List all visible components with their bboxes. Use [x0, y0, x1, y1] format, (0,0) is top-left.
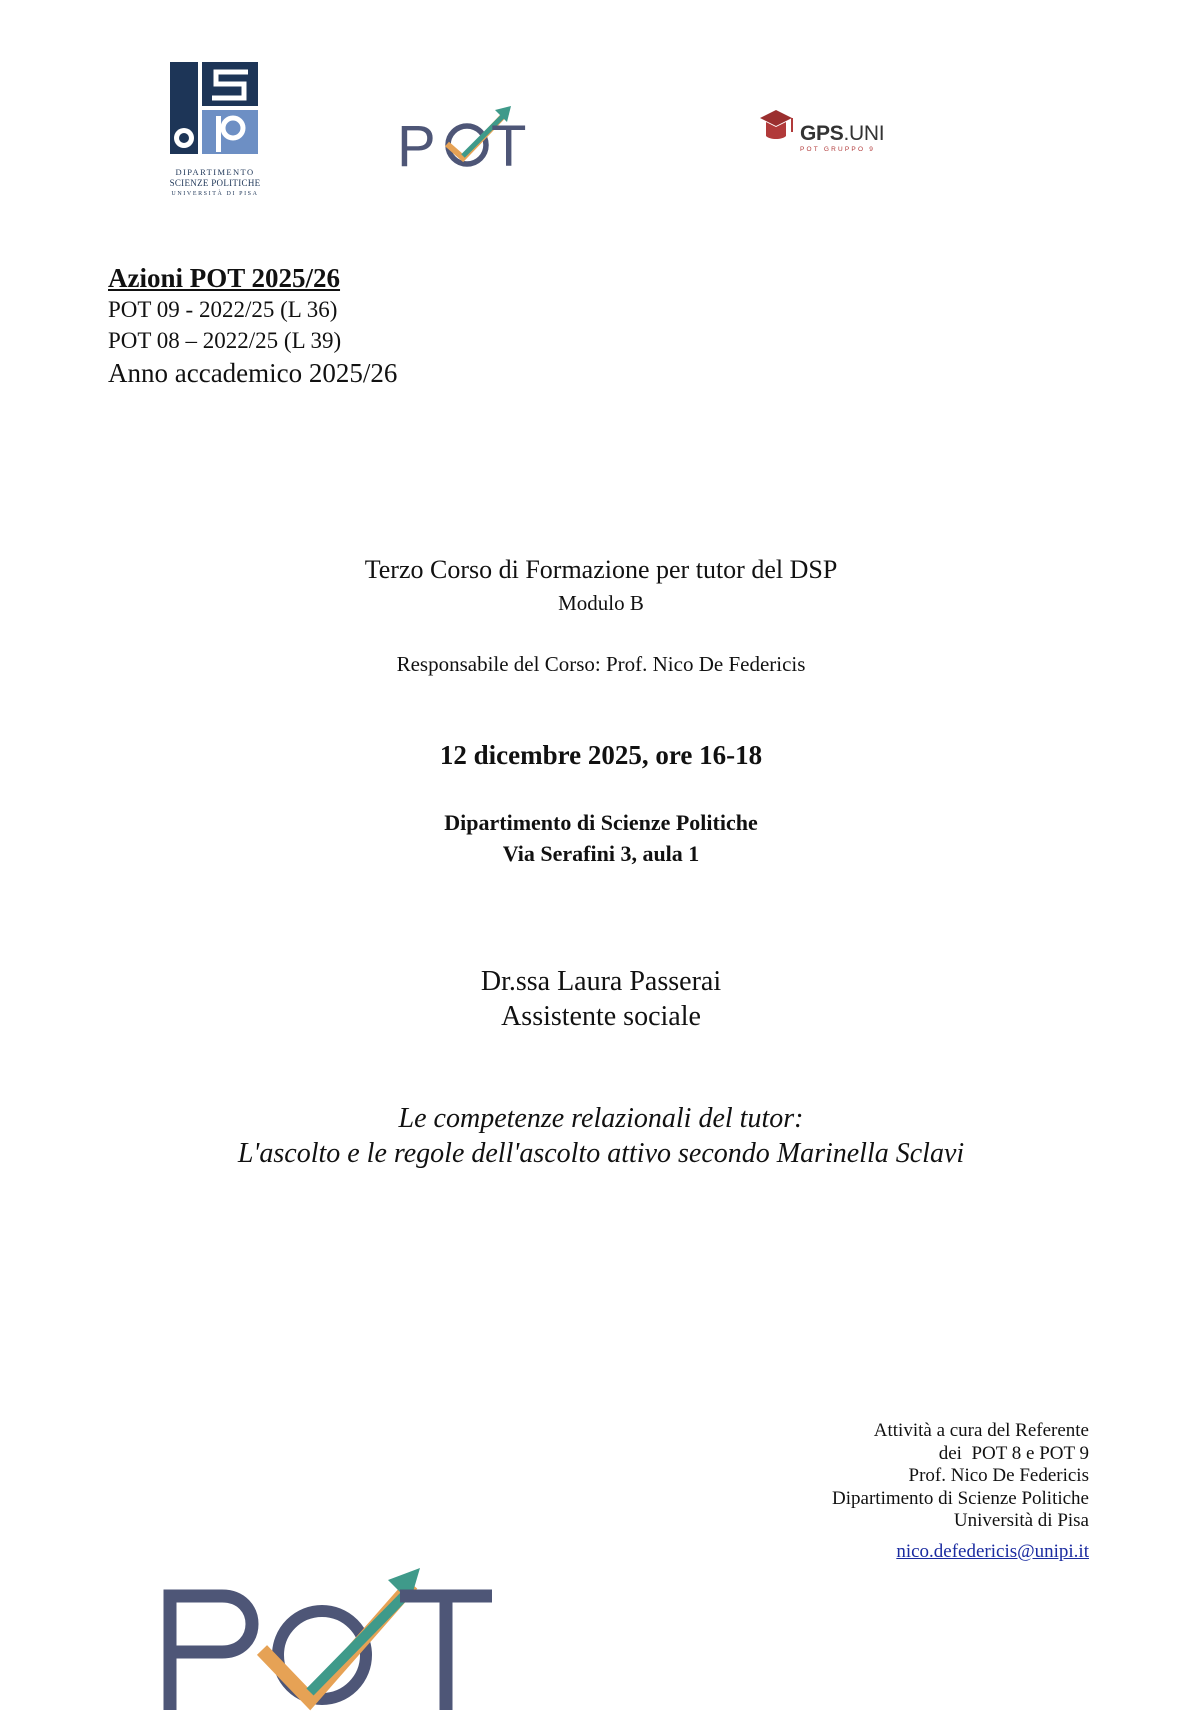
referente-line-2: dei POT 8 e POT 9 [938, 1442, 1089, 1464]
referente-line-1: Attività a cura del Referente [873, 1420, 1089, 1441]
pot-line-1: POT 09 - 2022/25 (L 36) [108, 297, 338, 323]
speaker-name: Dr.ssa Laura Passerai [480, 966, 722, 997]
azioni-title: Azioni POT 2025/26 [108, 263, 341, 293]
gps-logo-sub: POT GRUPPO 9 [800, 146, 876, 153]
referente-line-4: Dipartimento di Scienze Politiche [832, 1487, 1089, 1509]
pot-logo-header-mark [395, 100, 540, 172]
gps-logo-name-light: .UNI [843, 122, 885, 145]
gps-logo-name-bold: GPS [800, 122, 844, 145]
pot-logo-header [395, 100, 540, 172]
pot-line-2: POT 08 – 2022/25 (L 39) [108, 328, 342, 354]
course-responsible: Responsabile del Corso: Prof. Nico De Federicis [396, 652, 806, 676]
pot-logo-footer [162, 1560, 492, 1712]
dsp-logo-line3: UNIVERSITÀ DI PISA [171, 191, 259, 197]
topic-line-2: L'ascolto e le regole dell'ascolto attivo secondo Marinella Sclavi [237, 1138, 965, 1169]
course-title: Terzo Corso di Formazione per tutor del DSP [364, 555, 838, 584]
svg-text:P: P [397, 114, 442, 172]
dsp-logo-line2: SCIENZE POLITICHE [169, 178, 261, 188]
academic-year: Anno accademico 2025/26 [108, 358, 398, 389]
topic-line-1: Le competenze relazionali del tutor: [398, 1103, 804, 1134]
speaker-role: Assistente sociale [501, 1001, 701, 1032]
pot-logo-footer-mark [162, 1560, 492, 1712]
referente-email-link[interactable]: nico.defedericis@unipi.it [896, 1540, 1089, 1562]
dsp-logo-line1: DIPARTIMENTO [175, 167, 255, 177]
gps-uni-logo [758, 106, 898, 166]
referente-line-3: Prof. Nico De Federicis [908, 1465, 1089, 1486]
azioni-block [108, 262, 397, 390]
speaker-block [0, 964, 1202, 1034]
course-module: Modulo B [558, 591, 644, 615]
referente-block [832, 1420, 1089, 1563]
topic-block [0, 1101, 1202, 1171]
referente-line-5: Università di Pisa [953, 1510, 1089, 1531]
event-location [0, 807, 1202, 869]
graduation-cap-icon [758, 106, 802, 150]
event-address: Via Serafini 3, aula 1 [502, 841, 700, 866]
event-date: 12 dicembre 2025, ore 16-18 [439, 740, 763, 770]
event-department: Dipartimento di Scienze Politiche [444, 810, 758, 835]
dsp-logo [160, 60, 270, 197]
svg-text:T: T [491, 114, 527, 172]
